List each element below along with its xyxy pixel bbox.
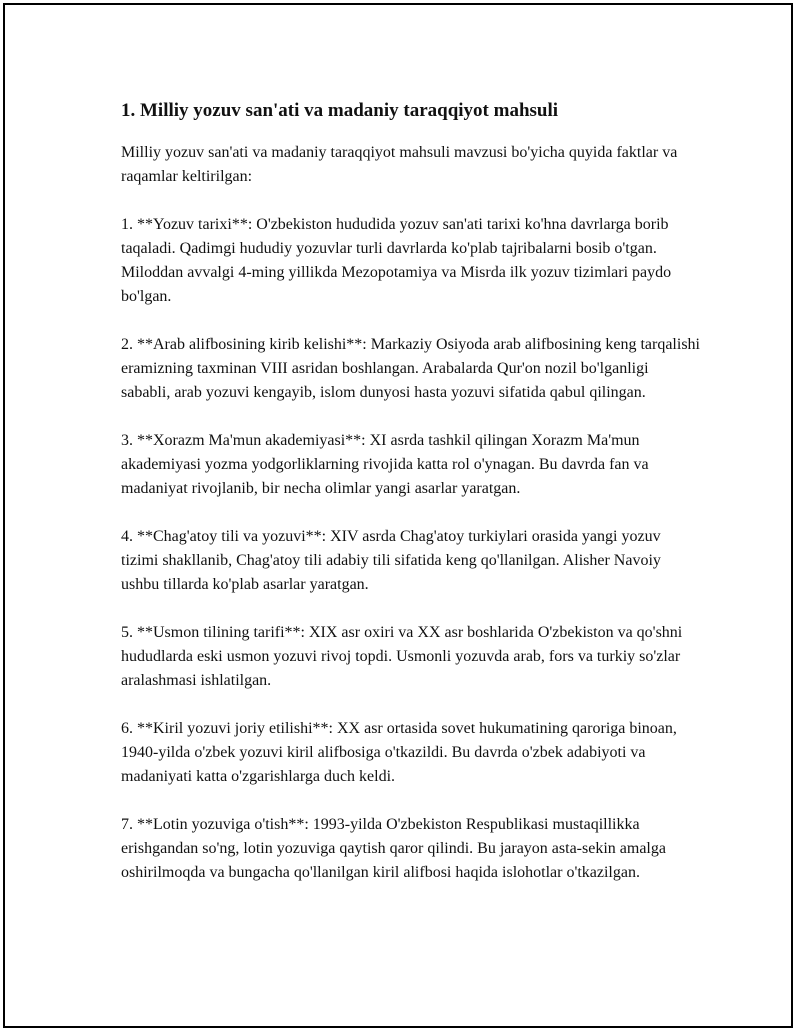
fact-item-7: 7. **Lotin yozuviga o'tish**: 1993-yilda O'zbekiston Respublikasi mustaqillikka erishgandan so'ng, lotin yozuviga qaytish qaror qilindi. Bu jarayon asta-sekin amalga oshirilmoqda va bungacha qo'llanilgan kiril alifbosi haqida islohotlar o'tkazilgan. — [121, 816, 666, 881]
intro-paragraph: Milliy yozuv san'ati va madaniy taraqqiyot mahsuli mavzusi bo'yicha quyida faktlar va raqamlar keltirilgan: — [121, 144, 678, 185]
fact-item-6: 6. **Kiril yozuvi joriy etilishi**: XX asr ortasida sovet hukumatining qaroriga binoan, 1940-yilda o'zbek yozuvi kiril alifbosiga o'tkazildi. Bu davrda o'zbek adabiyoti va madaniyati katta o'zgarishlarga duch keldi. — [121, 720, 677, 785]
fact-item-1: 1. **Yozuv tarixi**: O'zbekiston hududida yozuv san'ati tarixi ko'hna davrlarga borib taqaladi. Qadimgi hududiy yozuvlar turli davrlarda ko'plab tajribalarni bosib o'tgan. Miloddan avvalgi 4-ming yillikda Mezopotamiya va Misrda ilk yozuv tizimlari paydo bo'lgan. — [121, 216, 672, 305]
document-title: 1. Milliy yozuv san'ati va madaniy taraqqiyot mahsuli — [121, 100, 559, 121]
fact-item-4: 4. **Chag'atoy tili va yozuvi**: XIV asrda Chag'atoy turkiylari orasida yangi yozuv tizimi shakllanib, Chag'atoy tili adabiy tili sifatida keng qo'llanilgan. Alisher Navoiy ushbu tillarda ko'plab asarlar yaratgan. — [121, 528, 661, 593]
page-frame — [3, 3, 793, 1028]
fact-item-2: 2. **Arab alifbosining kirib kelishi**: Markaziy Osiyoda arab alifbosining keng tarqalishi eramizning taxminan VIII asridan boshlangan. Arabalarda Qur'on nozil bo'lganligi sababli, arab yozuvi kengayib, islom dunyosi hasta yozuvi sifatida qabul qilingan. — [121, 336, 700, 401]
document-body — [121, 99, 701, 909]
fact-item-5: 5. **Usmon tilining tarifi**: XIX asr oxiri va XX asr boshlarida O'zbekiston va qo'shni hududlarda eski usmon yozuvi rivoj topdi. Usmonli yozuvda arab, fors va turkiy so'zlar aralashmasi ishlatilgan. — [121, 624, 683, 689]
fact-item-3: 3. **Xorazm Ma'mun akademiyasi**: XI asrda tashkil qilingan Xorazm Ma'mun akademiyasi yozma yodgorliklarning rivojida katta rol o'ynagan. Bu davrda fan va madaniyat rivojlanib, bir necha olimlar yangi asarlar yaratgan. — [121, 432, 649, 497]
